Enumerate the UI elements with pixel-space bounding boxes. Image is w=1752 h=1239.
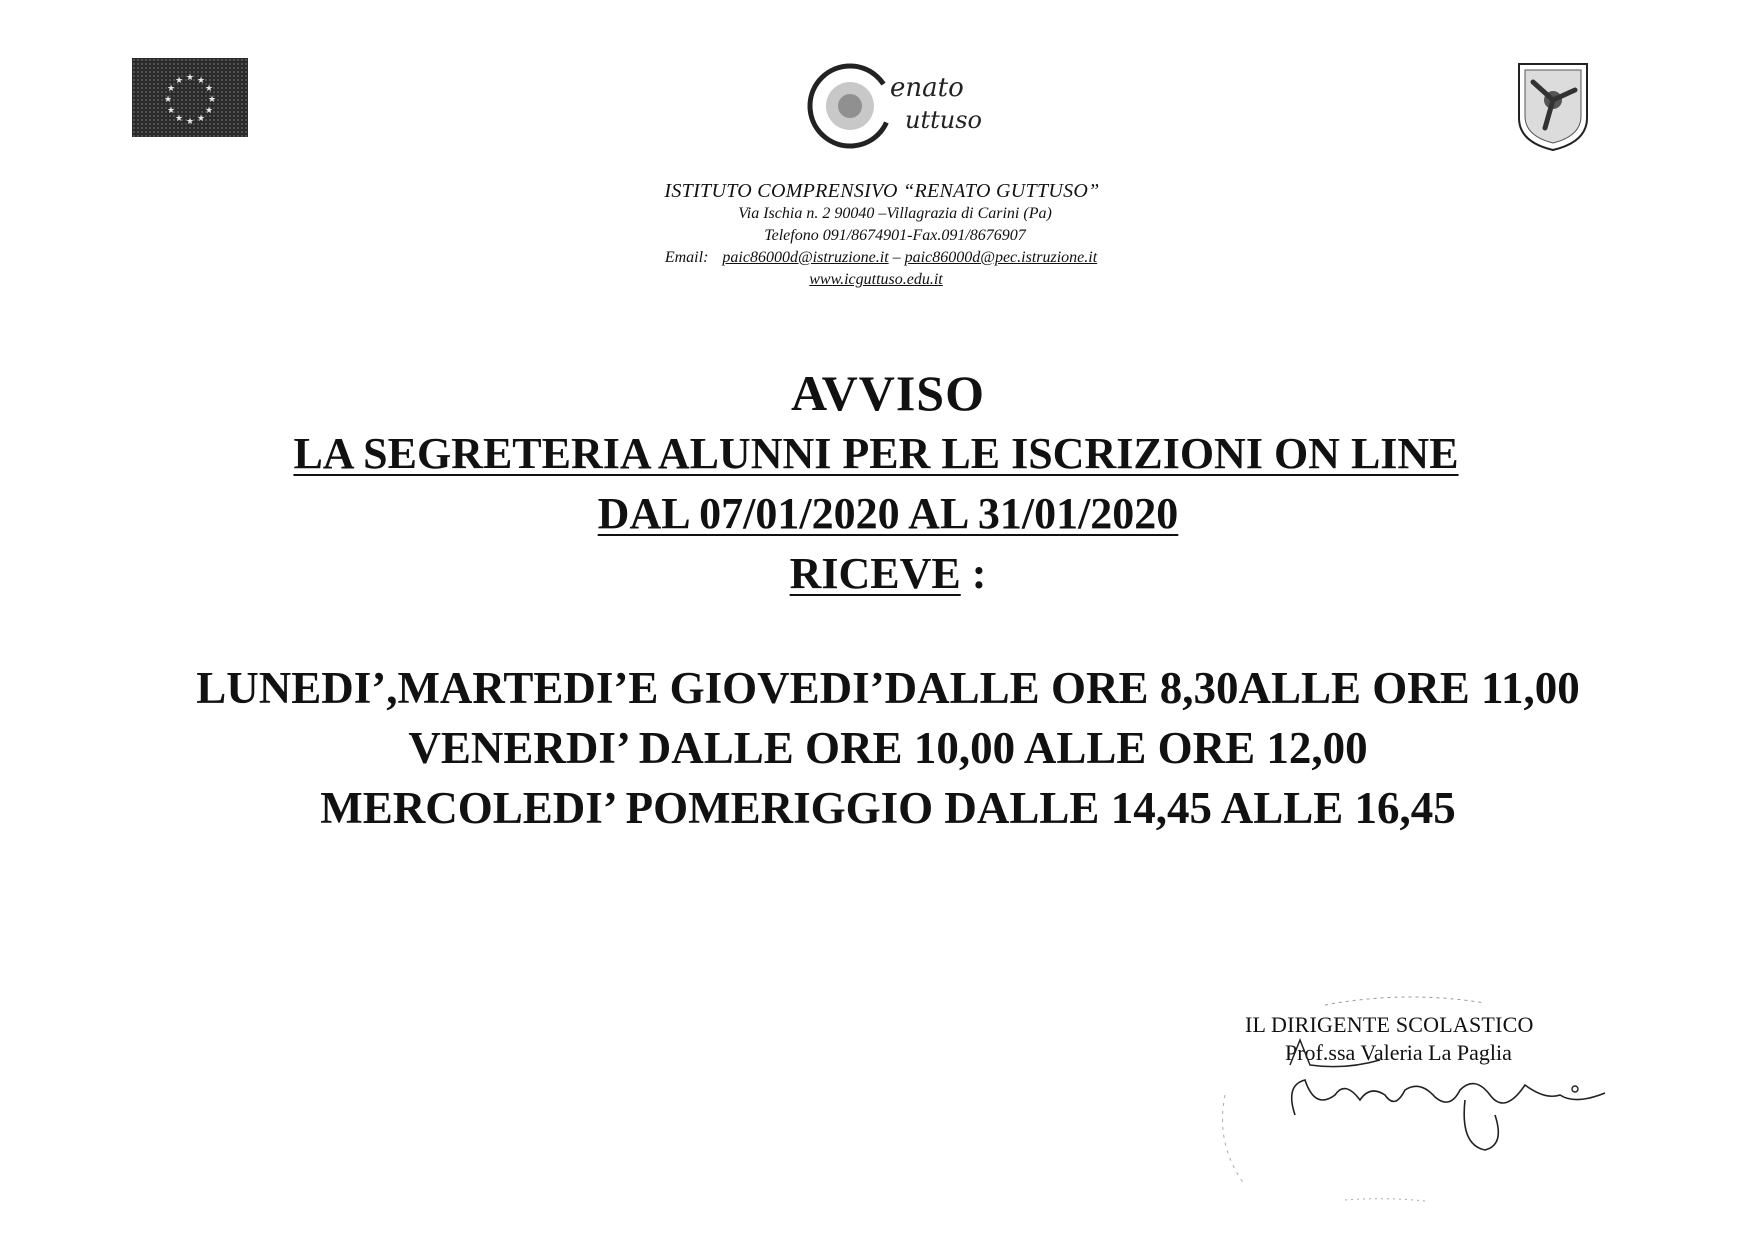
svg-text:★: ★ — [196, 76, 206, 86]
school-name: ISTITUTO COMPRENSIVO “RENATO GUTTUSO” — [664, 180, 1100, 202]
svg-text:★: ★ — [196, 114, 206, 124]
notice-line-2 — [12, 488, 1752, 539]
svg-text:★: ★ — [174, 114, 184, 124]
notice-line-3 — [12, 548, 1752, 599]
svg-text:★: ★ — [174, 76, 184, 86]
hours-line-2: VENERDI’ DALLE ORE 10,00 ALLE ORE 12,00 — [408, 723, 1368, 773]
svg-text:★: ★ — [204, 84, 214, 94]
signature-name: Prof.ssa Valeria La Paglia — [1285, 1040, 1512, 1065]
hours-line-3: MERCOLEDI’ POMERIGGIO DALLE 14,45 ALLE 16,45 — [320, 783, 1456, 833]
logo-text-line2: uttuso — [905, 106, 982, 134]
signature-title: IL DIRIGENTE SCOLASTICO — [1245, 1012, 1534, 1037]
email-link-1[interactable]: paic86000d@istruzione.it — [722, 249, 889, 266]
school-website-row — [0, 269, 1752, 291]
website-link[interactable]: www.icguttuso.edu.it — [809, 271, 943, 288]
notice-title: AVVISO — [790, 365, 986, 421]
school-header — [0, 180, 1752, 291]
notice-riceve-suffix: : — [960, 549, 987, 598]
svg-text:★: ★ — [166, 106, 176, 116]
hours-line-1: LUNEDI’,MARTEDI’E GIOVEDI’DALLE ORE 8,30ALLE ORE 11,00 — [196, 663, 1580, 713]
notice-riceve: RICEVE — [789, 549, 961, 598]
svg-text:★: ★ — [204, 106, 214, 116]
school-phone: Telefono 091/8674901-Fax.091/8676907 — [764, 227, 1026, 244]
email-link-2[interactable]: paic86000d@pec.istruzione.it — [904, 249, 1098, 266]
eu-flag-logo — [132, 58, 248, 137]
school-address: Via Ischia n. 2 90040 –Villagrazia di Carini (Pa) — [738, 205, 1052, 222]
svg-text:★: ★ — [185, 117, 195, 127]
handwritten-signature — [1205, 985, 1645, 1215]
notice-line-1 — [0, 428, 1752, 479]
logo-text-line1: enato — [890, 73, 964, 103]
sicily-region-crest — [1515, 60, 1591, 154]
svg-text:★: ★ — [207, 95, 217, 105]
school-emails — [10, 247, 1752, 269]
email-separator: – — [892, 249, 901, 266]
svg-text:★: ★ — [185, 73, 195, 83]
svg-text:★: ★ — [163, 95, 173, 105]
email-label: Email: — [664, 249, 709, 266]
notice-line-2-text: DAL 07/01/2020 AL 31/01/2020 — [597, 489, 1179, 538]
school-logo — [795, 56, 1015, 156]
svg-text:★: ★ — [166, 84, 176, 94]
notice-line-1-text: LA SEGRETERIA ALUNNI PER LE ISCRIZIONI ON LINE — [293, 429, 1459, 478]
